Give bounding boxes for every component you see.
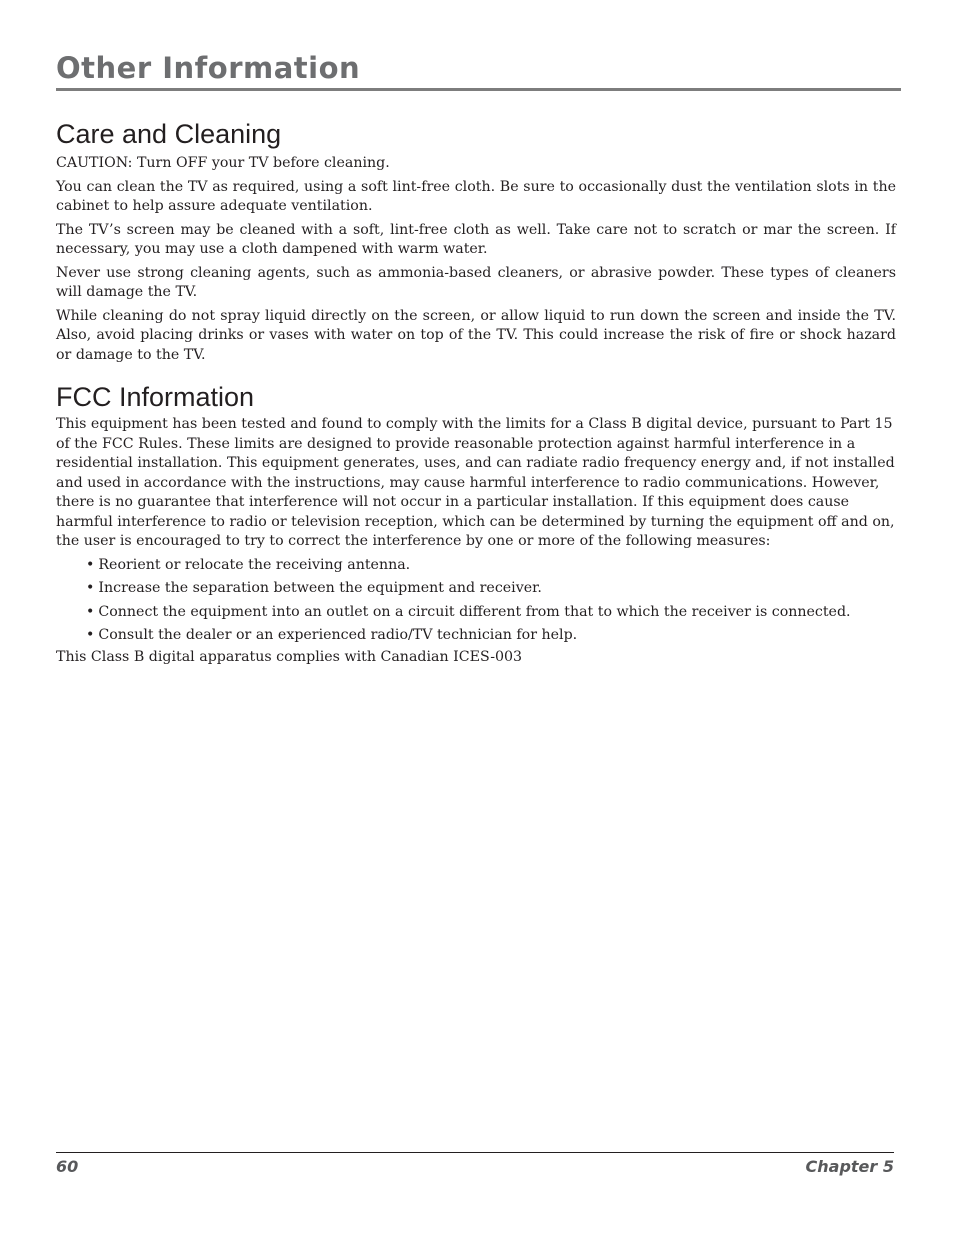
care-paragraph: The TV’s screen may be cleaned with a soft, lint-free cloth as well. Take care not to scratch or mar the screen. If necessary, you may use a cloth dampened with warm water. — [56, 221, 896, 257]
care-caution: CAUTION: Turn OFF your TV before cleaning. — [56, 155, 390, 171]
care-paragraph: Never use strong cleaning agents, such as ammonia-based cleaners, or abrasive powder. These types of cleaners will damage the TV. — [56, 264, 896, 300]
care-heading: Care and Cleaning — [56, 119, 282, 149]
measure-text: Consult the dealer or an experienced radio/TV technician for help. — [98, 627, 578, 643]
chapter-label: Chapter 5 — [805, 1157, 894, 1176]
list-item — [86, 556, 896, 576]
fcc-closing: This Class B digital apparatus complies with Canadian ICES-003 — [56, 648, 523, 665]
measure-text: Connect the equipment into an outlet on a circuit different from that to which the receiver is connected. — [98, 603, 851, 620]
fcc-intro: This equipment has been tested and found to comply with the limits for a Class B digital device, pursuant to Part 15 of the FCC Rules. These limits are designed to provide reasonable protection against harmful interference in a residential installation. This equipment generates, uses, and can radiate radio frequency energy and, if not installed and used in accordance with the instructions, may cause harmful interference to radio communications. However, there is no guarantee that interference will not occur in a particular installation. If this equipment does cause harmful interference to radio or television reception, which can be determined by turning the equipment off and on, the user is encouraged to try to correct the interference by one or more of the following measures: — [56, 416, 895, 549]
measure-text: Reorient or relocate the receiving antenna. — [98, 556, 411, 573]
page-content — [56, 116, 896, 671]
bullet-icon: • — [86, 627, 95, 643]
bullet-icon: • — [86, 603, 95, 620]
list-item — [86, 626, 896, 646]
section-title: Other Information — [56, 51, 361, 85]
list-item — [86, 603, 896, 623]
fcc-heading: FCC Information — [56, 382, 255, 412]
care-paragraph: While cleaning do not spray liquid directly on the screen, or allow liquid to run down the screen and inside the TV. Also, avoid placing drinks or vases with water on top of the TV. This could increase the risk of fire or shock hazard or damage to the TV. — [56, 307, 896, 363]
fcc-measures-list — [86, 556, 896, 646]
measure-text: Increase the separation between the equipment and receiver. — [98, 580, 542, 596]
list-item — [86, 579, 896, 599]
bullet-icon: • — [86, 580, 95, 596]
section-header — [56, 50, 901, 91]
page-footer — [56, 1152, 894, 1176]
care-paragraph: You can clean the TV as required, using a soft lint-free cloth. Be sure to occasionally dust the ventilation slots in the cabinet to help assure adequate ventilation. — [56, 178, 896, 214]
bullet-icon: • — [86, 556, 95, 573]
page-number: 60 — [56, 1157, 79, 1176]
